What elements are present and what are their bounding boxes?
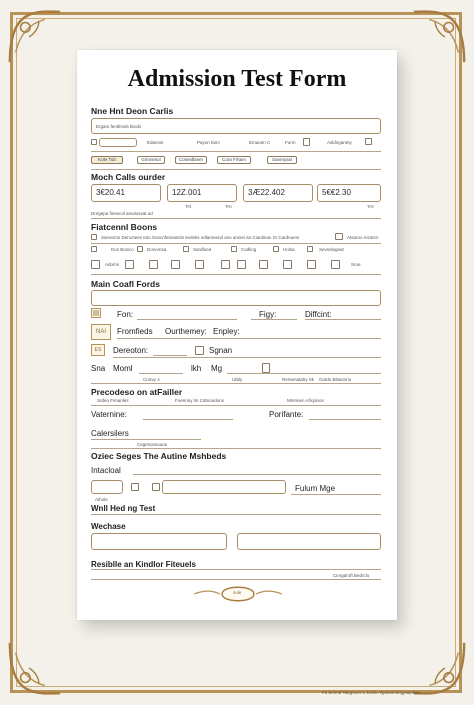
checkbox[interactable] [131, 483, 139, 491]
divider [91, 514, 381, 515]
section-heading: Oziec Seges The Autine Mshbeds [91, 451, 227, 461]
checkbox[interactable] [195, 260, 204, 269]
field-label: Fulum Mge [295, 484, 336, 493]
field-label: Payon fam! [197, 140, 220, 145]
answer-line[interactable] [309, 419, 381, 420]
field-label: Fromfieds [117, 327, 153, 336]
answer-line[interactable] [227, 373, 381, 374]
checkbox[interactable] [137, 246, 143, 252]
form-sheet [77, 50, 397, 620]
checkbox[interactable] [149, 260, 158, 269]
field-label: Ourthemey: [165, 327, 207, 336]
field-label: Moml [113, 364, 133, 373]
small-label: Rersenatahy Sk [282, 377, 315, 382]
corner-ornament-icon [410, 639, 468, 697]
divider [91, 169, 381, 170]
checkbox-label: Sroe [351, 262, 361, 267]
checkbox[interactable] [125, 260, 134, 269]
checkbox-label: Codling [241, 247, 257, 252]
section-heading: Precodeso on atFailler [91, 387, 183, 397]
corner-ornament-icon [410, 8, 468, 66]
checkbox[interactable] [237, 260, 246, 269]
section-heading: Nne Hnt Deon Carlis [91, 106, 174, 116]
checkbox[interactable] [152, 483, 160, 491]
note-text: Drngepa firesvoil amalosvat ad [91, 211, 153, 216]
small-label: TAl [185, 204, 192, 209]
checkbox[interactable] [91, 246, 97, 252]
field-label: Fon: [117, 310, 134, 319]
field-label: Form [285, 140, 296, 145]
checkbox[interactable] [303, 138, 310, 146]
divider [91, 274, 381, 275]
text-field[interactable] [162, 480, 286, 494]
small-label: Mmnnen Aficpinos [287, 398, 324, 403]
option-button[interactable]: Kole Tub [91, 156, 123, 164]
seal-text: sule [233, 590, 242, 595]
checkbox-label: Dorvonsa [147, 247, 167, 252]
answer-line[interactable] [305, 319, 381, 320]
text-field[interactable] [91, 480, 123, 494]
small-label: Cegesonsouon [137, 442, 168, 447]
checkbox[interactable] [335, 233, 343, 240]
field-label: Intacloal [91, 466, 121, 475]
checkbox[interactable] [307, 260, 316, 269]
checkbox[interactable] [171, 260, 180, 269]
checkbox-label: Sardfoed [193, 247, 212, 252]
option-button[interactable]: Cotvedlaner [175, 156, 207, 164]
label-tag: ES [91, 344, 105, 356]
divider [91, 405, 381, 406]
checkbox-label: Adoms [105, 262, 120, 267]
document-icon: ▤ [92, 310, 100, 317]
checkbox[interactable] [91, 139, 97, 145]
field-label: Emaoen C [249, 140, 271, 145]
field-label: Asldngantny [327, 140, 352, 145]
field-label: Sgnan [209, 346, 233, 355]
checkbox[interactable] [231, 246, 237, 252]
section-heading: Wnll Hed ng Test [91, 504, 156, 513]
option-button[interactable]: Sanmyasl [267, 156, 297, 164]
answer-line[interactable] [133, 474, 381, 475]
field-label: Dereoton: [113, 346, 149, 355]
divider [91, 448, 381, 449]
option-button[interactable]: Cora Fritam [217, 156, 251, 164]
section-heading: Main Coafl Fords [91, 279, 160, 289]
small-label: Athole [95, 497, 108, 502]
text-field[interactable] [99, 138, 137, 147]
field-label: Sna [91, 364, 106, 373]
divider [91, 569, 381, 570]
field-label: Edannie [147, 140, 164, 145]
checkbox-label: Sevsnlegeat [319, 247, 344, 252]
field-label: lkh [191, 364, 202, 373]
text-field[interactable] [91, 290, 381, 306]
checkbox[interactable] [91, 234, 97, 240]
answer-line[interactable] [117, 338, 381, 339]
number-field[interactable]: 3€20.41 [91, 184, 161, 202]
answer-line[interactable] [143, 419, 233, 420]
checkbox[interactable] [259, 260, 268, 269]
answer-line[interactable] [153, 355, 187, 356]
divider [91, 383, 381, 384]
field-label: Calersilers [91, 429, 129, 438]
section-heading: Wechase [91, 522, 126, 531]
text-field[interactable]: Ergam fentlnrals Bools [91, 118, 381, 134]
small-label: Crotvy 4 [143, 377, 160, 382]
small-label: Cinrgdroft Bedrclo [333, 573, 370, 578]
divider [91, 243, 381, 244]
checkbox-label: Holsa [283, 247, 295, 252]
footer-note: Fa Smmd Tabgmon C Eosb Algulnal Bogjaapiltan [321, 690, 420, 695]
answer-line[interactable] [91, 439, 201, 440]
small-label: Utbly [232, 377, 243, 382]
checkbox[interactable] [273, 246, 279, 252]
field-label: Vaternine: [91, 410, 127, 419]
number-field[interactable]: 3Æ22.402 [243, 184, 313, 202]
field-label: Diffcint: [305, 310, 332, 319]
field-label: Enpley: [213, 327, 240, 336]
divider [113, 357, 381, 358]
text-field[interactable] [237, 533, 381, 550]
section-heading: Fiatcennl Boons [91, 222, 158, 232]
checkbox[interactable] [91, 260, 100, 269]
section-heading: Moch Calls ourder [91, 172, 166, 182]
field-label: Mg [211, 364, 223, 373]
field-label: Figy: [259, 310, 277, 319]
small-label: TAI [225, 204, 232, 209]
small-label: Srdeo Fimanles [97, 398, 129, 403]
checkbox[interactable] [283, 260, 292, 269]
number-field[interactable]: 12Z.001 [167, 184, 237, 202]
corner-ornament-icon [6, 639, 64, 697]
checkbox[interactable] [307, 246, 313, 252]
answer-line[interactable] [139, 373, 183, 374]
answer-line[interactable] [137, 319, 237, 320]
corner-ornament-icon [6, 8, 64, 66]
small-label: Foennny lm Cdmondons [175, 398, 225, 403]
row-description: Sarvercto Dencrtees Into Soncnfersantsis teoleks rellamnend ans anniei an Ciantinan Sr Cardnuesr [101, 235, 300, 240]
small-label: Gotdo Bibansrio [319, 377, 352, 382]
checkbox[interactable] [221, 260, 230, 269]
field-label: Porifante: [269, 410, 304, 419]
checkbox[interactable] [195, 346, 204, 355]
small-label: TAI [367, 204, 374, 209]
checkbox-label: Dos Bosico [111, 247, 134, 252]
answer-line[interactable] [251, 319, 297, 320]
divider [91, 151, 381, 152]
checkbox[interactable] [331, 260, 340, 269]
divider [91, 218, 381, 219]
checkbox[interactable] [365, 138, 372, 145]
label-tag: NAI [91, 324, 111, 340]
text-field[interactable] [91, 533, 227, 550]
answer-line[interactable] [291, 494, 381, 495]
field-label: Atsaroo Arranrn [347, 235, 379, 240]
option-button[interactable]: Grimsetol [137, 156, 165, 164]
number-field[interactable]: 5€€2.30 [317, 184, 381, 202]
section-heading: Resiblle an Kindlor Fiteuels [91, 560, 196, 569]
checkbox[interactable] [262, 363, 270, 373]
checkbox[interactable] [183, 246, 189, 252]
form-title: Admission Test Form [127, 66, 347, 92]
